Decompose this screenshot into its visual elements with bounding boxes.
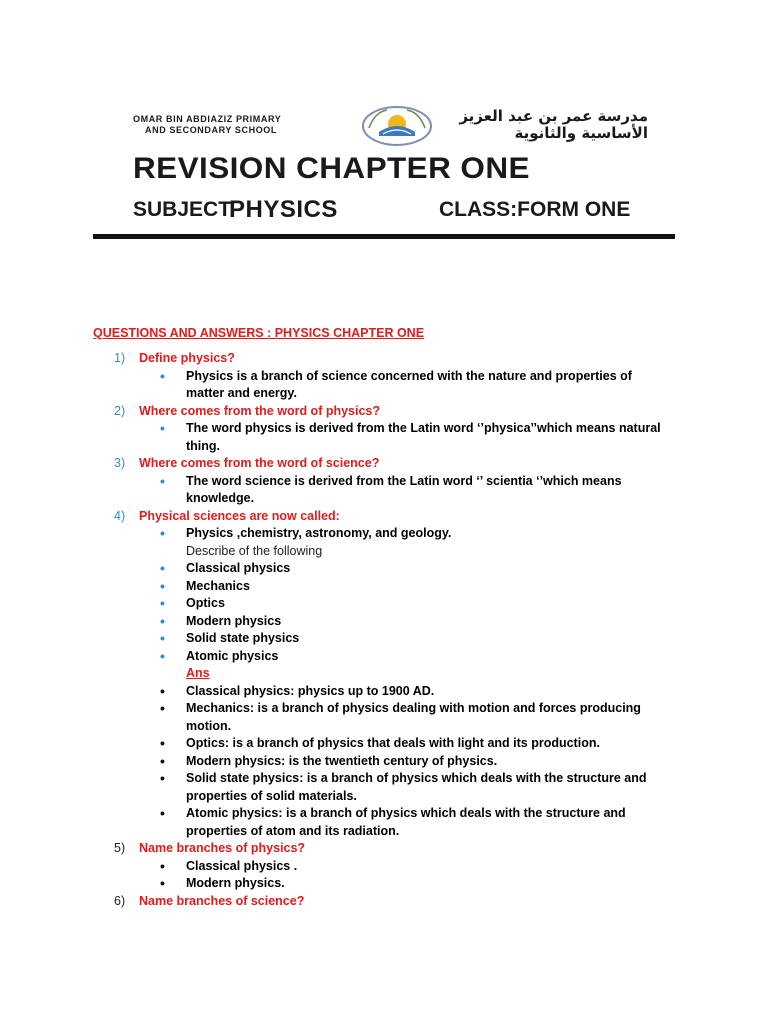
header-divider <box>93 234 675 239</box>
question-1 <box>93 350 683 368</box>
definition-item: • Optics: is a branch of physics that deals with light and its production. <box>160 735 600 751</box>
bullet-icon: • <box>160 612 165 629</box>
question-text: Physical sciences are now called: <box>139 508 340 523</box>
bullet-icon: • <box>160 420 165 436</box>
definition-item: • Classical physics: physics up to 1900 AD. <box>160 682 435 699</box>
question-number: 2) <box>114 403 126 418</box>
question-number: 6) <box>114 893 126 908</box>
bullet-icon: • <box>160 560 165 576</box>
list-item: • Classical physics <box>160 560 291 576</box>
list-item: • Mechanics <box>160 577 250 594</box>
bullet-icon: • <box>160 805 165 821</box>
question-5 <box>93 840 683 858</box>
question-6 <box>93 893 683 911</box>
answer-item: • The word science is derived from the Latin word ‘’ scientia ‘’which means knowledge. <box>160 472 622 505</box>
list-item: • Modern physics <box>160 612 282 629</box>
question-number: 5) <box>114 841 126 855</box>
revision-title: REVISION CHAPTER ONE <box>133 152 530 185</box>
bullet-icon: • <box>160 700 165 716</box>
question-3 <box>93 455 683 473</box>
question-2 <box>93 403 683 421</box>
answer-item: • Physics ,chemistry, astronomy, and geology. <box>160 525 452 541</box>
subject-value: PHYSICS <box>229 196 338 223</box>
bullet-icon: • <box>160 595 165 611</box>
bullet-icon: • <box>160 647 165 664</box>
answer-item: • Modern physics. <box>160 875 285 891</box>
question-text: Where comes from the word of physics? <box>139 403 381 418</box>
bullet-icon: • <box>160 735 165 751</box>
school-logo-icon <box>357 102 437 146</box>
question-text: Define physics? <box>139 351 235 365</box>
answer-item: • The word physics is derived from the Latin word ‘’physica’’which means natural thing. <box>160 420 661 453</box>
bullet-icon: • <box>160 752 165 769</box>
bullet-icon: • <box>160 367 165 384</box>
list-item: • Solid state physics <box>160 630 300 646</box>
bullet-icon: • <box>160 525 165 541</box>
document-body <box>93 326 683 910</box>
answer-item: • Classical physics . <box>160 857 298 874</box>
subject-row <box>133 196 633 226</box>
list-item: • Atomic physics <box>160 647 279 664</box>
definition-item: • Solid state physics: is a branch of physics which deals with the structure and properties of solid materials. <box>160 770 647 803</box>
bullet-icon: • <box>160 472 165 489</box>
answer-item: • Physics is a branch of science concerned with the nature and properties of matter and energy. <box>160 367 632 400</box>
bullet-icon: • <box>160 577 165 594</box>
definition-item: • Modern physics: is the twentieth century of physics. <box>160 752 498 769</box>
bullet-icon: • <box>160 630 165 646</box>
bullet-icon: • <box>160 770 165 786</box>
class-label: CLASS:FORM ONE <box>439 198 631 221</box>
question-text: Name branches of physics? <box>139 841 306 855</box>
definition-item: • Atomic physics: is a branch of physics which deals with the structure and properties of atom and its radiation. <box>160 805 626 838</box>
subject-label: SUBJECT: <box>133 198 236 221</box>
list-item: • Optics <box>160 595 225 611</box>
school-name-english: OMAR BIN ABDIAZIZ PRIMARY AND SECONDARY SCHOOL <box>133 114 282 135</box>
question-4 <box>93 508 683 526</box>
describe-instruction: Describe of the following <box>186 543 323 558</box>
bullet-icon: • <box>160 682 165 699</box>
question-number: 4) <box>114 508 126 523</box>
section-title: QUESTIONS AND ANSWERS : PHYSICS CHAPTER ONE <box>93 326 425 340</box>
school-name-arabic: مدرسة عمر بن عبد العزيز الأساسية والثانوية <box>459 107 648 142</box>
definition-item: • Mechanics: is a branch of physics dealing with motion and forces producing motion. <box>160 700 641 733</box>
bullet-icon: • <box>160 857 165 874</box>
ans-label: Ans <box>186 666 210 680</box>
question-text: Where comes from the word of science? <box>139 456 380 470</box>
question-text: Name branches of science? <box>139 893 305 908</box>
school-header <box>93 88 675 238</box>
bullet-icon: • <box>160 875 165 891</box>
question-number: 1) <box>114 351 126 365</box>
question-number: 3) <box>114 456 126 470</box>
